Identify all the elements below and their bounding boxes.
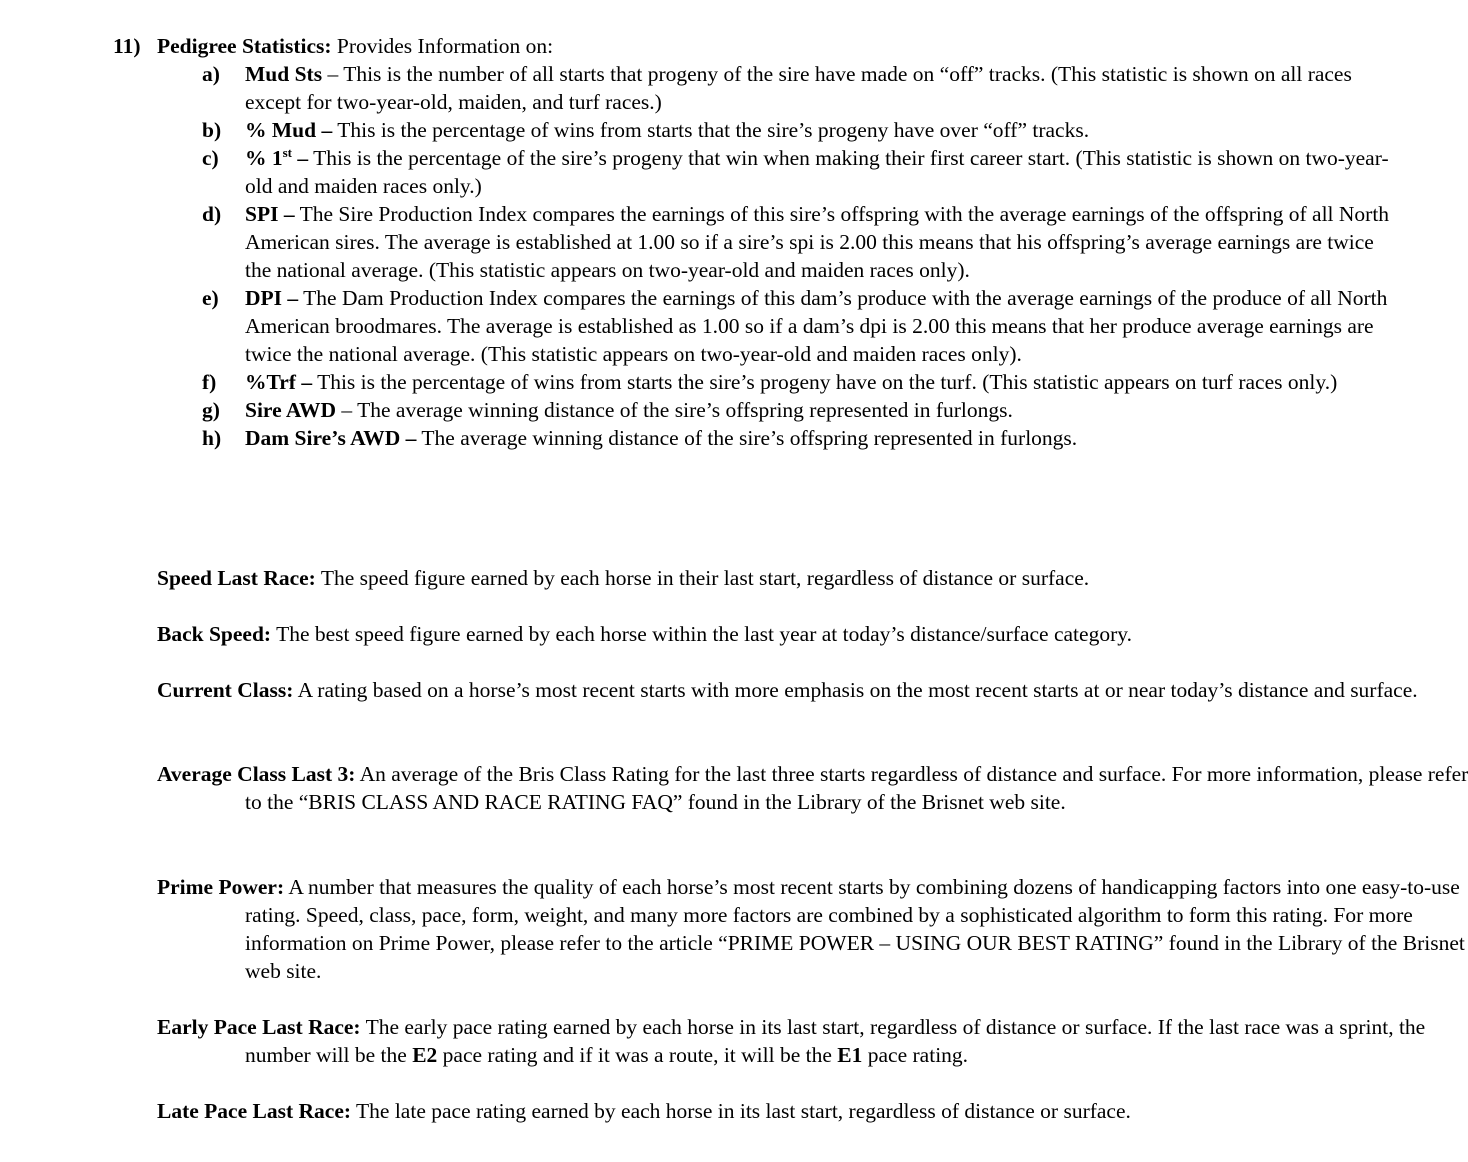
item-text: This is the percentage of the sire’s progeny that win when making their first career start. (This statistic is shown on two-year-old and maiden races only.) (245, 146, 1389, 198)
definition-term: Current Class: (157, 678, 294, 702)
definition-term: Back Speed: (157, 622, 272, 646)
list-marker: h) (202, 426, 222, 450)
definition-back-speed (157, 620, 1468, 648)
definition-text: The late pace rating earned by each horse in its last start, regardless of distance or surface. (356, 1099, 1131, 1123)
pedigree-statistics-list (202, 60, 1402, 452)
definition-text: The best speed figure earned by each horse within the last year at today’s distance/surface category. (276, 622, 1132, 646)
list-marker: f) (202, 370, 217, 394)
item-text: The average winning distance of the sire’s offspring represented in furlongs. (357, 398, 1013, 422)
item-term-dash: – (292, 146, 309, 170)
section-number: 11) (113, 34, 141, 58)
item-term-superscript: st (282, 145, 293, 160)
item-separator: – (322, 62, 344, 86)
definition-term: Prime Power: (157, 875, 285, 899)
item-text: This is the percentage of wins from starts that the sire’s progeny have over “off” tracks. (337, 118, 1090, 142)
definition-early-pace-last-race (157, 1013, 1468, 1069)
section-heading (113, 32, 553, 60)
definition-text: pace rating. (867, 1043, 969, 1067)
list-marker: b) (202, 118, 222, 142)
section-title: Pedigree Statistics: (157, 34, 332, 58)
item-term: %Trf – (245, 370, 313, 394)
definition-term: Early Pace Last Race: (157, 1015, 361, 1039)
list-marker: c) (202, 146, 219, 170)
definition-text: A number that measures the quality of each horse’s most recent starts by combining dozens of handicapping factors into one easy-to-use rating. Speed, class, pace, form, weight, and many more factors are combined by a sophisticated algorithm to form this rating. For more information on Prime Power, please refer to the article “PRIME POWER – USING OUR BEST RATING” found in the Library of the Brisnet web site. (245, 875, 1465, 983)
item-text: The average winning distance of the sire’s offspring represented in furlongs. (421, 426, 1078, 450)
list-item-pct-mud (202, 116, 1402, 144)
section-intro: Provides Information on: (336, 34, 554, 58)
item-text: The Sire Production Index compares the earnings of this sire’s offspring with the average earnings of the offspring of all North American sires. The average is established at 1.00 so if a sire’s spi is 2.00 this means that his offspring’s average earnings are twice the national average. (This statistic appears on two-year-old and maiden races only). (245, 202, 1390, 282)
definition-text: A rating based on a horse’s most recent starts with more emphasis on the most recent starts at or near today’s distance and surface. (297, 678, 1418, 702)
definition-term: Speed Last Race: (157, 566, 316, 590)
list-marker: e) (202, 286, 219, 310)
definition-late-pace-last-race (157, 1097, 1468, 1125)
list-marker: g) (202, 398, 220, 422)
definition-text: The speed figure earned by each horse in their last start, regardless of distance or surface. (320, 566, 1090, 590)
item-term: % Mud – (245, 118, 333, 142)
e1-label: E1 (837, 1043, 863, 1067)
definition-current-class (157, 676, 1468, 704)
list-marker: d) (202, 202, 222, 226)
item-term: DPI – (245, 286, 299, 310)
item-term: Sire AWD (245, 398, 336, 422)
list-item-pct-first (202, 144, 1402, 200)
item-text: The Dam Production Index compares the earnings of this dam’s produce with the average earnings of the produce of all North American broodmares. The average is established as 1.00 so if a dam’s dpi is 2.00 this means that her produce average earnings are twice the national average. (This statistic appears on two-year-old and maiden races only). (245, 286, 1388, 366)
list-item-pct-trf (202, 368, 1402, 396)
item-term-main: % 1 (245, 146, 283, 170)
list-item-mud-sts (202, 60, 1402, 116)
definition-prime-power (157, 873, 1468, 985)
list-marker: a) (202, 62, 220, 86)
definition-speed-last-race (157, 564, 1468, 592)
list-item-spi (202, 200, 1402, 284)
definition-average-class-last-3 (157, 760, 1468, 816)
list-item-sire-awd (202, 396, 1402, 424)
item-term (245, 146, 308, 170)
item-separator: – (336, 398, 358, 422)
definition-term: Late Pace Last Race: (157, 1099, 352, 1123)
item-term: SPI – (245, 202, 295, 226)
item-text: This is the percentage of wins from starts the sire’s progeny have on the turf. (This statistic appears on turf races only.) (317, 370, 1338, 394)
definition-text: An average of the Bris Class Rating for the last three starts regardless of distance and surface. For more information, please refer to the “BRIS CLASS AND RACE RATING FAQ” found in the Library of the Brisnet web site. (245, 762, 1468, 814)
definition-text: pace rating and if it was a route, it will be the (442, 1043, 832, 1067)
definition-text: The early pace rating earned by each horse in its last start, regardless of distance or surface. If the last race was a sprint, the number will be the (245, 1015, 1426, 1067)
item-term: Dam Sire’s AWD – (245, 426, 417, 450)
item-text: This is the number of all starts that progeny of the sire have made on “off” tracks. (This statistic is shown on all races except for two-year-old, maiden, and turf races.) (245, 62, 1352, 114)
item-term: Mud Sts (245, 62, 323, 86)
e2-label: E2 (412, 1043, 438, 1067)
list-item-dpi (202, 284, 1402, 368)
definition-term: Average Class Last 3: (157, 762, 356, 786)
list-item-dam-sire-awd (202, 424, 1402, 452)
